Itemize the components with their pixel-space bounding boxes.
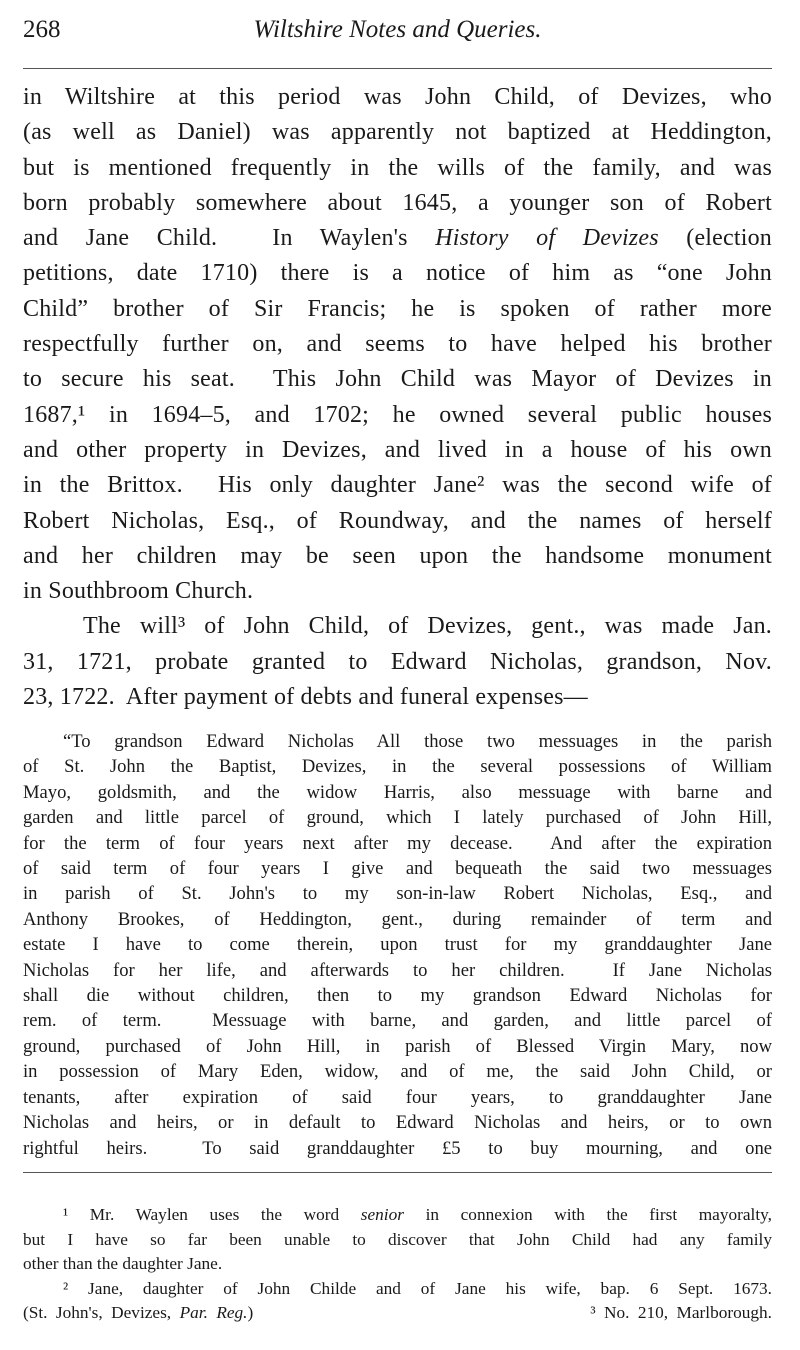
text-segment: ² Jane, daughter of John Childe and of Jane his wife, bap. 6 Sept. 1673. <box>63 1278 772 1298</box>
text-line <box>23 398 772 433</box>
body-text <box>23 80 772 715</box>
text-segment: born probably somewhere about 1645, a younger son of Robert <box>23 189 772 216</box>
text-segment: ) ³ No. 210, Marlborough. <box>247 1303 773 1323</box>
text-line <box>23 539 772 574</box>
text-segment: 1687,¹ in 1694–5, and 1702; he owned several public houses <box>23 401 772 428</box>
text-line <box>23 754 772 779</box>
text-segment: in the Brittox. His only daughter Jane² was the second wife of <box>23 472 772 499</box>
text-segment: in parish of St. John's to my son-in-law Robert Nicholas, Esq., and <box>23 883 772 905</box>
text-line <box>23 256 772 291</box>
running-title: Wiltshire Notes and Queries. <box>253 16 542 43</box>
text-line <box>23 151 772 186</box>
text-line <box>23 907 772 932</box>
text-line <box>23 645 772 680</box>
header-rule <box>23 68 772 69</box>
text-line <box>23 983 772 1008</box>
text-segment: in Southbroom Church. <box>23 578 254 605</box>
text-line <box>23 958 772 983</box>
text-line <box>23 1136 772 1161</box>
text-line <box>23 433 772 468</box>
text-line <box>23 292 772 327</box>
text-line <box>23 831 772 856</box>
text-line <box>23 186 772 221</box>
text-line <box>23 1301 772 1326</box>
text-line <box>23 80 772 115</box>
text-line <box>23 881 772 906</box>
italic-text: senior <box>360 1205 404 1224</box>
text-line <box>23 609 772 644</box>
text-segment: but is mentioned frequently in the wills of the family, and was <box>23 154 772 181</box>
text-segment: Nicholas and heirs, or in default to Edward Nicholas and heirs, or to own <box>23 1112 772 1134</box>
text-line <box>23 805 772 830</box>
text-segment: ground, purchased of John Hill, in parish of Blessed Virgin Mary, now <box>23 1035 772 1057</box>
text-line <box>23 221 772 256</box>
text-segment: of said term of four years I give and bequeath the said two messuages <box>23 858 772 880</box>
text-segment: other than the daughter Jane. <box>23 1254 223 1274</box>
text-line <box>23 115 772 150</box>
text-segment: in possession of Mary Eden, widow, and of me, the said John Child, or <box>23 1061 772 1083</box>
text-segment: in Wiltshire at this period was John Child, of Devizes, who <box>23 84 772 110</box>
text-segment: Mayo, goldsmith, and the widow Harris, also messuage with barne and <box>23 781 772 803</box>
text-line <box>23 729 772 754</box>
text-line <box>23 856 772 881</box>
text-segment: 31, 1721, probate granted to Edward Nicholas, grandson, Nov. <box>23 648 772 675</box>
text-line <box>23 1008 772 1033</box>
text-line <box>23 504 772 539</box>
text-segment: and Jane Child. In Waylen's <box>23 225 436 252</box>
text-line <box>23 1034 772 1059</box>
text-line <box>23 1059 772 1084</box>
text-segment: Robert Nicholas, Esq., of Roundway, and the names of herself <box>23 507 772 534</box>
text-segment: to secure his seat. This John Child was Mayor of Devizes in <box>23 366 772 393</box>
text-segment: “To grandson Edward Nicholas All those two messuages in the parish <box>63 731 772 752</box>
text-line <box>23 1228 772 1253</box>
footnote-rule <box>23 1172 772 1173</box>
text-segment: petitions, date 1710) there is a notice of him as “one John <box>23 260 772 287</box>
text-segment: The will³ of John Child, of Devizes, gent., was made Jan. <box>83 613 772 640</box>
text-line <box>23 1085 772 1110</box>
text-segment: Anthony Brookes, of Heddington, gent., during remainder of term and <box>23 908 772 930</box>
text-line <box>23 680 772 715</box>
text-line <box>23 780 772 805</box>
text-segment: (election <box>658 225 773 252</box>
italic-text: Par. Reg. <box>179 1303 248 1323</box>
page-header <box>23 16 772 56</box>
page-number: 268 <box>23 16 61 43</box>
text-segment: in connexion with the first mayoralty, <box>403 1205 772 1224</box>
text-line <box>23 1252 772 1277</box>
text-line <box>23 1277 772 1302</box>
will-quotation <box>23 729 772 1161</box>
text-segment: ¹ Mr. Waylen uses the word <box>63 1205 361 1224</box>
text-segment: but I have so far been unable to discover that John Child had any family <box>23 1229 772 1249</box>
text-line <box>23 468 772 503</box>
text-segment: tenants, after expiration of said four years, to granddaughter Jane <box>23 1086 772 1108</box>
text-segment: rightful heirs. To said granddaughter £5 to buy mourning, and one <box>23 1137 772 1159</box>
text-segment: of St. John the Baptist, Devizes, in the several possessions of William <box>23 756 772 778</box>
text-line <box>23 932 772 957</box>
text-line <box>23 1203 772 1228</box>
footnotes <box>23 1203 772 1326</box>
text-segment: Child” brother of Sir Francis; he is spoken of rather more <box>23 295 772 322</box>
text-segment: for the term of four years next after my decease. And after the expiration <box>23 832 772 854</box>
text-segment: Nicholas for her life, and afterwards to her children. If Jane Nicholas <box>23 959 772 981</box>
text-segment: garden and little parcel of ground, which I lately purchased of John Hill, <box>23 807 772 829</box>
text-segment: and her children may be seen upon the handsome monument <box>23 542 772 569</box>
text-segment: 23, 1722. After payment of debts and funeral expenses— <box>23 684 588 711</box>
text-line <box>23 327 772 362</box>
text-segment: estate I have to come therein, upon trust for my granddaughter Jane <box>23 934 772 956</box>
text-line <box>23 1110 772 1135</box>
text-segment: (as well as Daniel) was apparently not baptized at Heddington, <box>23 119 772 146</box>
text-segment: rem. of term. Messuage with barne, and garden, and little parcel of <box>23 1010 772 1032</box>
text-segment: respectfully further on, and seems to have helped his brother <box>23 331 772 358</box>
text-line <box>23 574 772 609</box>
italic-text: History of Devizes <box>435 225 659 252</box>
text-line <box>23 362 772 397</box>
text-segment: shall die without children, then to my grandson Edward Nicholas for <box>23 985 772 1007</box>
text-segment: and other property in Devizes, and lived in a house of his own <box>23 436 772 463</box>
text-segment: (St. John's, Devizes, <box>23 1303 180 1323</box>
